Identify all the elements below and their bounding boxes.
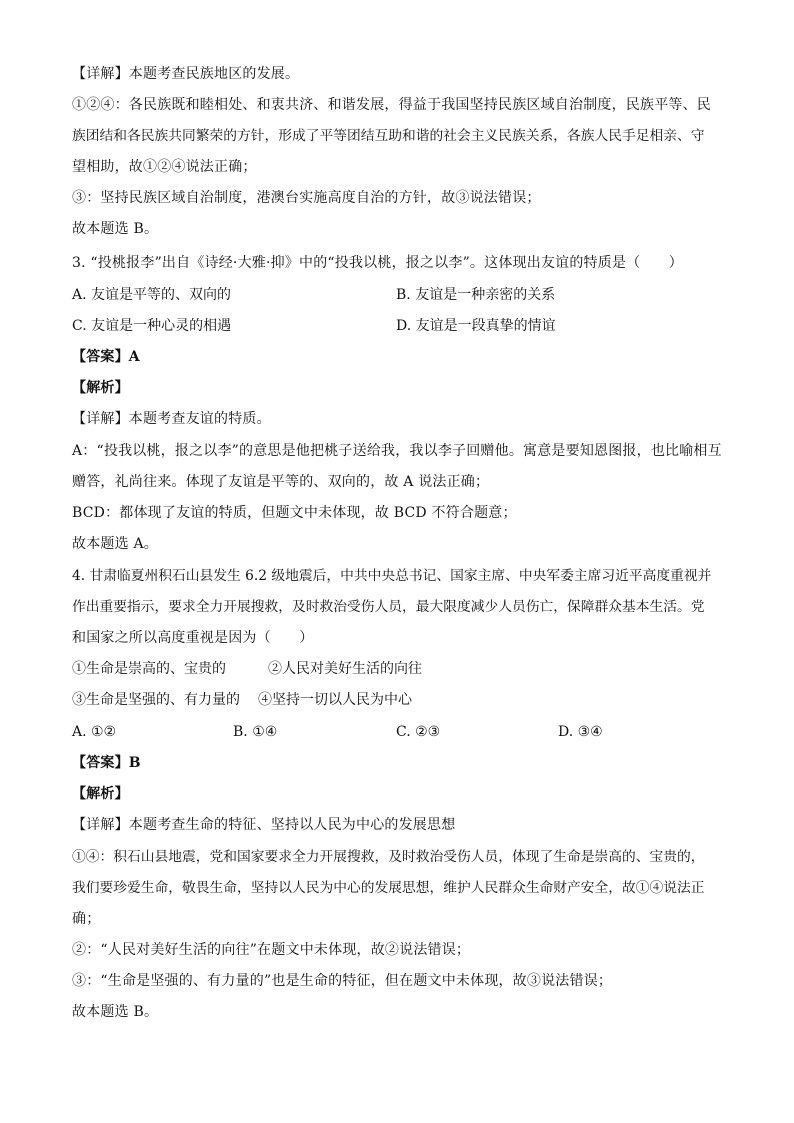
q4-explanation-line-1: ①④：积石山县地震，党和国家要求全力开展搜救，及时救治受伤人员，体现了生命是崇高的、宝贵的， xyxy=(72,849,705,865)
q3-answer: 【答案】A xyxy=(72,349,140,365)
q4-explanation-line-2: 我们要珍爱生命，敬畏生命，坚持以人民为中心的发展思想，维护人民群众生命财产安全，故①④说法正 xyxy=(72,880,705,896)
q4-item-3: ③生命是坚强的、有力量的 xyxy=(72,692,240,708)
q2-explanation-line-2: 族团结和各民族共同繁荣的方针，形成了平等团结互助和谐的社会主义民族关系，各族人民手足相亲、守 xyxy=(72,128,705,144)
q3-stem: 3. “投桃报李”出自《诗经·大雅·抑》中的“投我以桃，报之以李”。这体现出友谊的特质是（ ） xyxy=(72,255,683,271)
q4-stem-line-1: 4. 甘肃临夏州积石山县发生 6.2 级地震后，中共中央总书记、国家主席、中央军委主席习近平高度重视并 xyxy=(72,568,712,584)
q3-explanation-line-3: BCD：都体现了友谊的特质，但题文中未体现，故 BCD 不符合题意； xyxy=(72,505,517,521)
q4-option-c: C. ②③ xyxy=(396,724,441,740)
q4-item-1: ①生命是崇高的、宝贵的 xyxy=(72,661,226,677)
q3-option-a: A. 友谊是平等的、双向的 xyxy=(72,287,232,303)
q3-detail: 【详解】本题考查友谊的特质。 xyxy=(72,411,271,427)
q3-explanation-line-2: 赠答，礼尚往来。体现了友谊是平等的、双向的，故 A 说法正确； xyxy=(72,474,490,490)
q2-explanation-line-3: 望相助，故①②④说法正确； xyxy=(72,159,257,175)
q2-explanation-line-4: ③：坚持民族区域自治制度，港澳台实施高度自治的方针，故③说法错误； xyxy=(72,190,541,206)
q4-explanation-line-5: ③：“生命是坚强的、有力量的”也是生命的特征，但在题文中未体现，故③说法错误； xyxy=(72,973,613,989)
q2-conclusion: 故本题选 B。 xyxy=(72,221,159,237)
q4-analysis-heading: 【解析】 xyxy=(72,786,129,802)
q4-stem-line-3: 和国家之所以高度重视是因为（ ） xyxy=(72,630,314,646)
q4-detail: 【详解】本题考查生命的特征、坚持以人民为中心的发展思想 xyxy=(72,817,456,833)
q3-option-d: D. 友谊是一段真挚的情谊 xyxy=(396,318,556,334)
q4-item-2: ②人民对美好生活的向往 xyxy=(268,661,422,677)
q4-option-b: B. ①④ xyxy=(233,724,278,740)
q3-option-c: C. 友谊是一种心灵的相遇 xyxy=(72,318,232,334)
q3-option-b: B. 友谊是一种亲密的关系 xyxy=(396,287,556,303)
q3-conclusion: 故本题选 A。 xyxy=(72,536,158,552)
q4-explanation-line-3: 确； xyxy=(72,911,101,927)
q4-item-4: ④坚持一切以人民为中心 xyxy=(258,692,412,708)
q4-option-a: A. ①② xyxy=(72,724,117,740)
q4-option-d: D. ③④ xyxy=(558,724,603,740)
q3-analysis-heading: 【解析】 xyxy=(72,380,129,396)
q2-detail: 【详解】本题考查民族地区的发展。 xyxy=(72,66,300,82)
q4-conclusion: 故本题选 B。 xyxy=(72,1004,159,1020)
q4-stem-line-2: 作出重要指示，要求全力开展搜救，及时救治受伤人员，最大限度减少人员伤亡，保障群众基本生活。党 xyxy=(72,599,705,615)
q4-explanation-line-4: ②：“人民对美好生活的向往”在题文中未体现，故②说法错误； xyxy=(72,942,471,958)
q2-explanation-line-1: ①②④：各民族既和睦相处、和衷共济、和谐发展，得益于我国坚持民族区域自治制度，民族平等、民 xyxy=(72,97,711,113)
q3-explanation-line-1: A：“投我以桃，报之以李”的意思是他把桃子送给我，我以李子回赠他。寓意是要知恩图报，也比喻相互 xyxy=(72,443,722,459)
q4-answer: 【答案】B xyxy=(72,755,141,771)
